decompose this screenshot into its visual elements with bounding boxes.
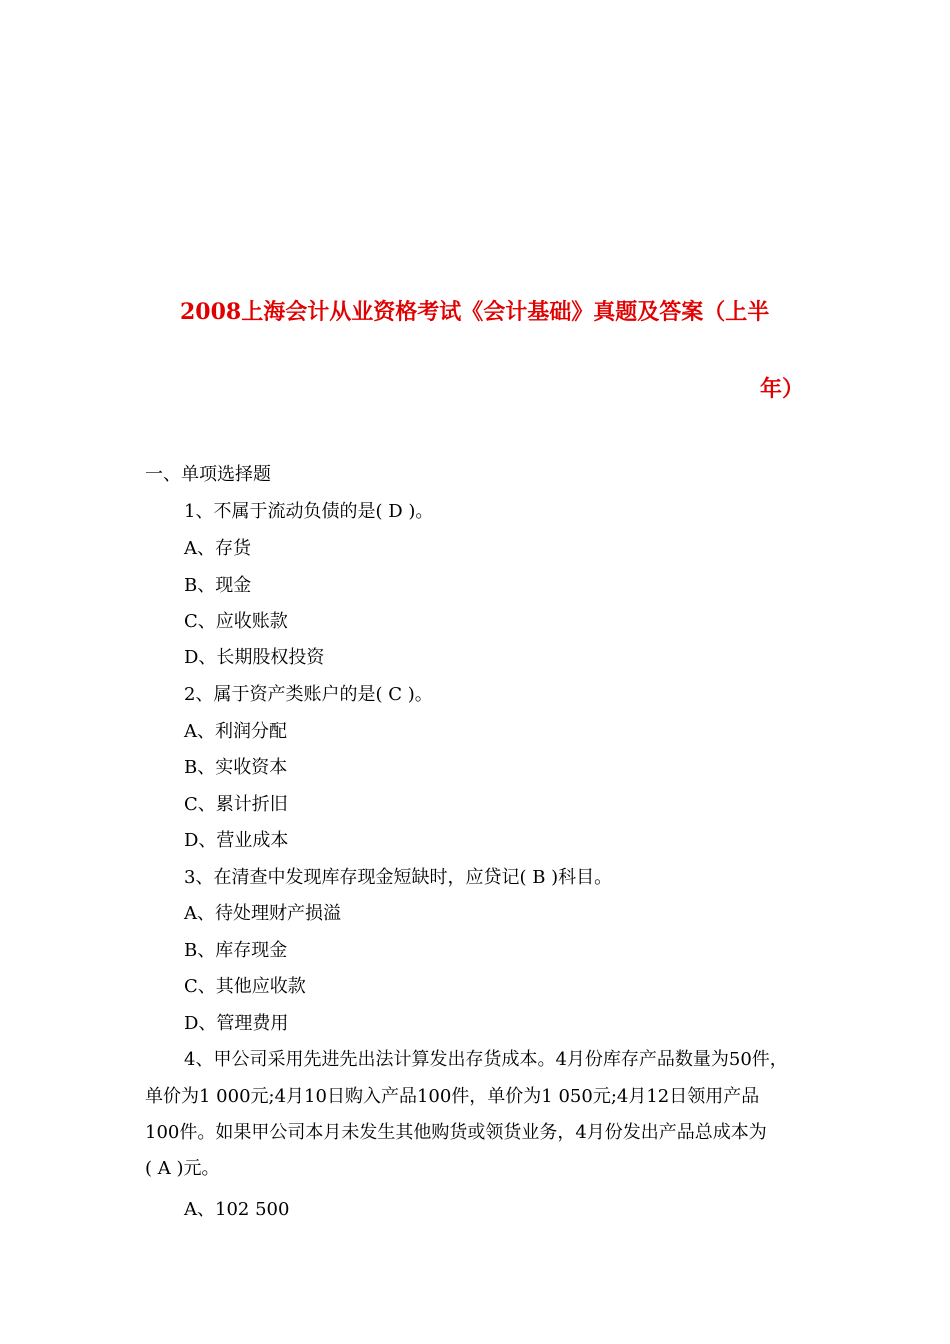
question-3-option-b: B、库存现金 (184, 940, 288, 961)
question-1-option-d: D、长期股权投资 (184, 647, 325, 668)
document-title-line-1: 2008上海会计从业资格考试《会计基础》真题及答案（上半 (180, 299, 770, 325)
question-2-option-b: B、实收资本 (184, 757, 288, 778)
question-3-option-d: D、管理费用 (184, 1013, 289, 1034)
question-3-option-c: C、其他应收款 (184, 976, 306, 997)
question-2-option-a: A、利润分配 (184, 721, 287, 742)
question-4-stem-line-4: ( A )元。 (145, 1158, 220, 1179)
question-1-option-b: B、现金 (184, 575, 252, 596)
question-3-stem: 3、在清查中发现库存现金短缺时，应贷记( B )科目。 (184, 867, 613, 888)
question-2-option-c: C、累计折旧 (184, 794, 288, 815)
question-4-stem-line-2: 单价为1 000元;4月10日购入产品100件，单价为1 050元;4月12日领用产品 (145, 1086, 760, 1107)
question-2-option-d: D、营业成本 (184, 830, 289, 851)
question-4-stem-line-3: 100件。如果甲公司本月未发生其他购货或领货业务，4月份发出产品总成本为 (145, 1122, 767, 1143)
question-1-stem: 1、不属于流动负债的是( D )。 (184, 501, 434, 522)
question-3-option-a: A、待处理财产损溢 (184, 903, 341, 924)
question-1-option-c: C、应收账款 (184, 611, 288, 632)
question-4-stem-line-1: 4、甲公司采用先进先出法计算发出存货成本。4月份库存产品数量为50件， (184, 1049, 788, 1070)
question-1-option-a: A、存货 (184, 538, 251, 559)
section-heading: 一、单项选择题 (145, 464, 271, 485)
question-4-option-a: A、102 500 (184, 1199, 290, 1220)
question-2-stem: 2、属于资产类账户的是( C )。 (184, 684, 433, 705)
document-title-line-2: 年） (760, 376, 805, 402)
